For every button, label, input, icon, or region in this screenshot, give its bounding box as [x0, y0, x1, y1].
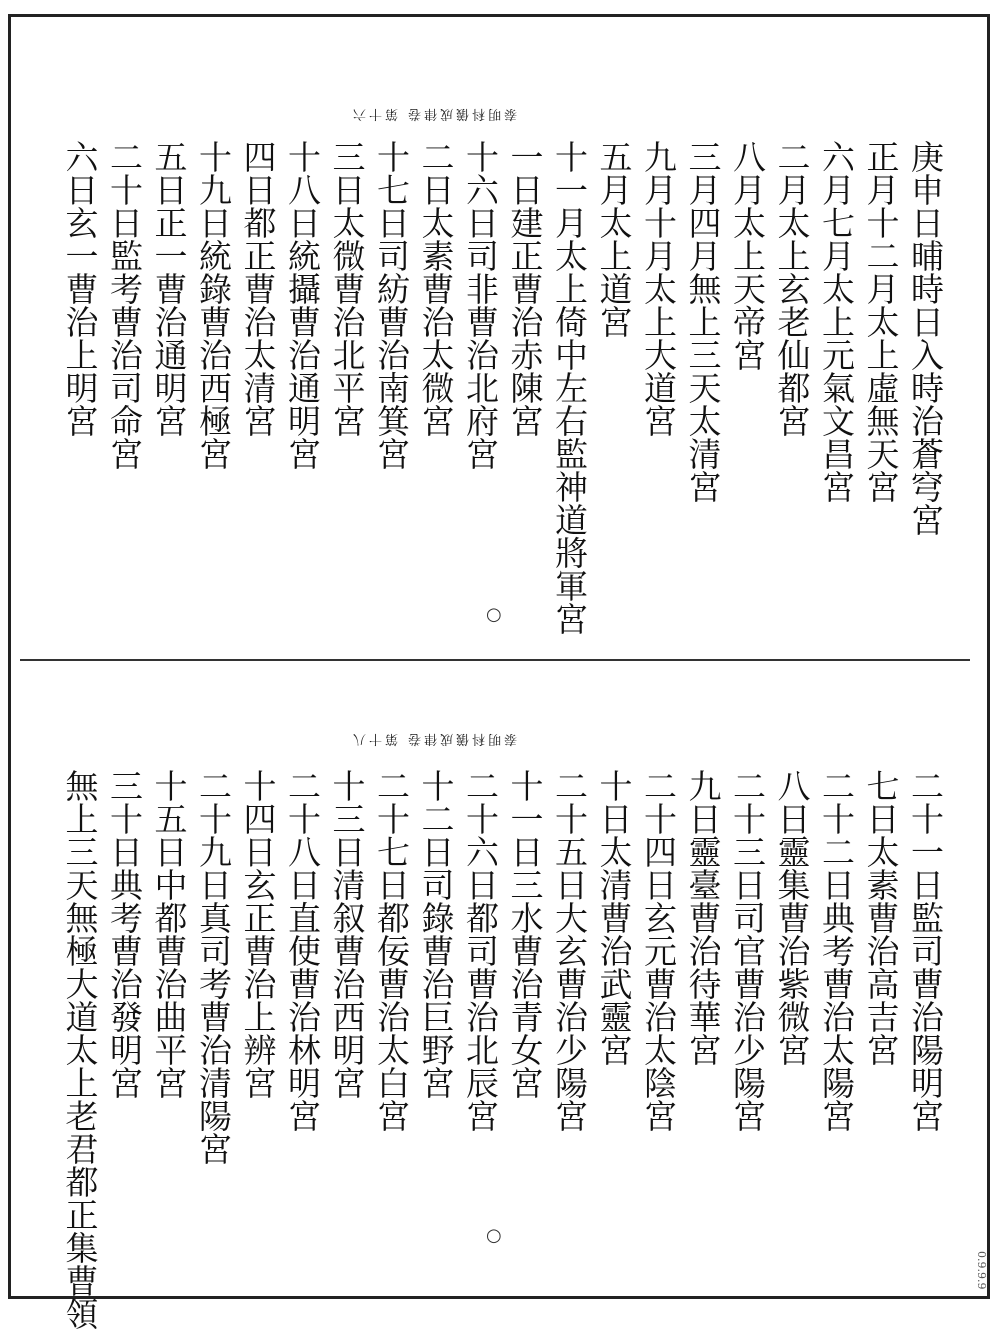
top-page	[20, 30, 970, 659]
text-column: 六日玄一曹治上明宮	[60, 140, 100, 437]
text-column: 十六日司非曹治北府宮	[461, 140, 500, 470]
text-column: 二十九日真司考曹治清陽宮	[194, 769, 233, 1165]
text-column: 四日都正曹治太清宮	[238, 140, 278, 437]
text-column: 三日太微曹治北平宮	[327, 140, 367, 437]
text-column: 五月太上道宮	[594, 140, 634, 338]
bottom-page-header: 泰明科儀成律卷 第十八	[350, 731, 518, 746]
text-column: 無上三天無極大道太上老君都正集曹領	[60, 769, 100, 1330]
text-column: 正月十二月太上虛無天宮	[861, 140, 901, 503]
bottom-page	[20, 659, 970, 1330]
text-column: 八日靈集曹治紫微宮	[772, 769, 812, 1066]
text-column: 二十三日司官曹治少陽宮	[728, 769, 767, 1132]
text-column: 十七日司紡曹治南箕宮	[372, 140, 411, 470]
text-column: 二十一日監司曹治陽明宮	[906, 769, 945, 1132]
page-number: 0.9.9.9	[975, 1250, 988, 1289]
text-column: 十日太清曹治武靈宮	[594, 769, 634, 1066]
text-column: 庚申日晡時日入時治蒼穹宮	[906, 140, 945, 536]
text-column: 十九日統錄曹治西極宮	[194, 140, 233, 470]
text-column: 十四日玄正曹治上辨宮	[238, 769, 278, 1099]
text-column: 六月七月太上元氣文昌宮	[817, 140, 856, 503]
text-column: 十三日清叙曹治西明宮	[327, 769, 367, 1099]
bottom-page-circle: ○	[486, 1225, 502, 1246]
text-column: 一日建正曹治赤陳宮	[505, 140, 545, 437]
text-column: 十五日中都曹治曲平宮	[149, 769, 189, 1099]
text-column: 二月太上玄老仙都宮	[772, 140, 812, 437]
text-column: 二十二日典考曹治太陽宮	[817, 769, 856, 1132]
text-column: 三月四月無上三天太清宮	[683, 140, 723, 503]
text-column: 九日靈臺曹治待華宮	[683, 769, 723, 1066]
text-column: 十二日司錄曹治巨野宮	[416, 769, 456, 1099]
text-column: 三十日典考曹治發明宮	[105, 769, 144, 1099]
top-page-header: 泰明科儀成律卷 第十六	[350, 106, 518, 121]
text-column: 七日太素曹治高吉宮	[861, 769, 901, 1066]
text-column: 九月十月太上大道宮	[639, 140, 678, 437]
top-page-circle: ○	[486, 604, 502, 625]
text-column: 十一月太上倚中左右監神道將軍宮	[550, 140, 589, 635]
text-column: 二十八日直使曹治林明宮	[283, 769, 322, 1132]
text-column: 二十四日玄元曹治太陰宮	[639, 769, 678, 1132]
text-column: 五日正一曹治通明宮	[149, 140, 189, 437]
text-column: 二十日監考曹治司命宮	[105, 140, 144, 470]
text-column: 二十五日大玄曹治少陽宮	[550, 769, 589, 1132]
text-column: 二十七日都佞曹治太白宮	[372, 769, 411, 1132]
text-column: 八月太上天帝宮	[728, 140, 767, 371]
text-column: 二日太素曹治太微宮	[416, 140, 456, 437]
text-column: 二十六日都司曹治北辰宮	[461, 769, 500, 1132]
text-column: 十一日三水曹治青女宮	[505, 769, 545, 1099]
text-column: 十八日統攝曹治通明宮	[283, 140, 322, 470]
